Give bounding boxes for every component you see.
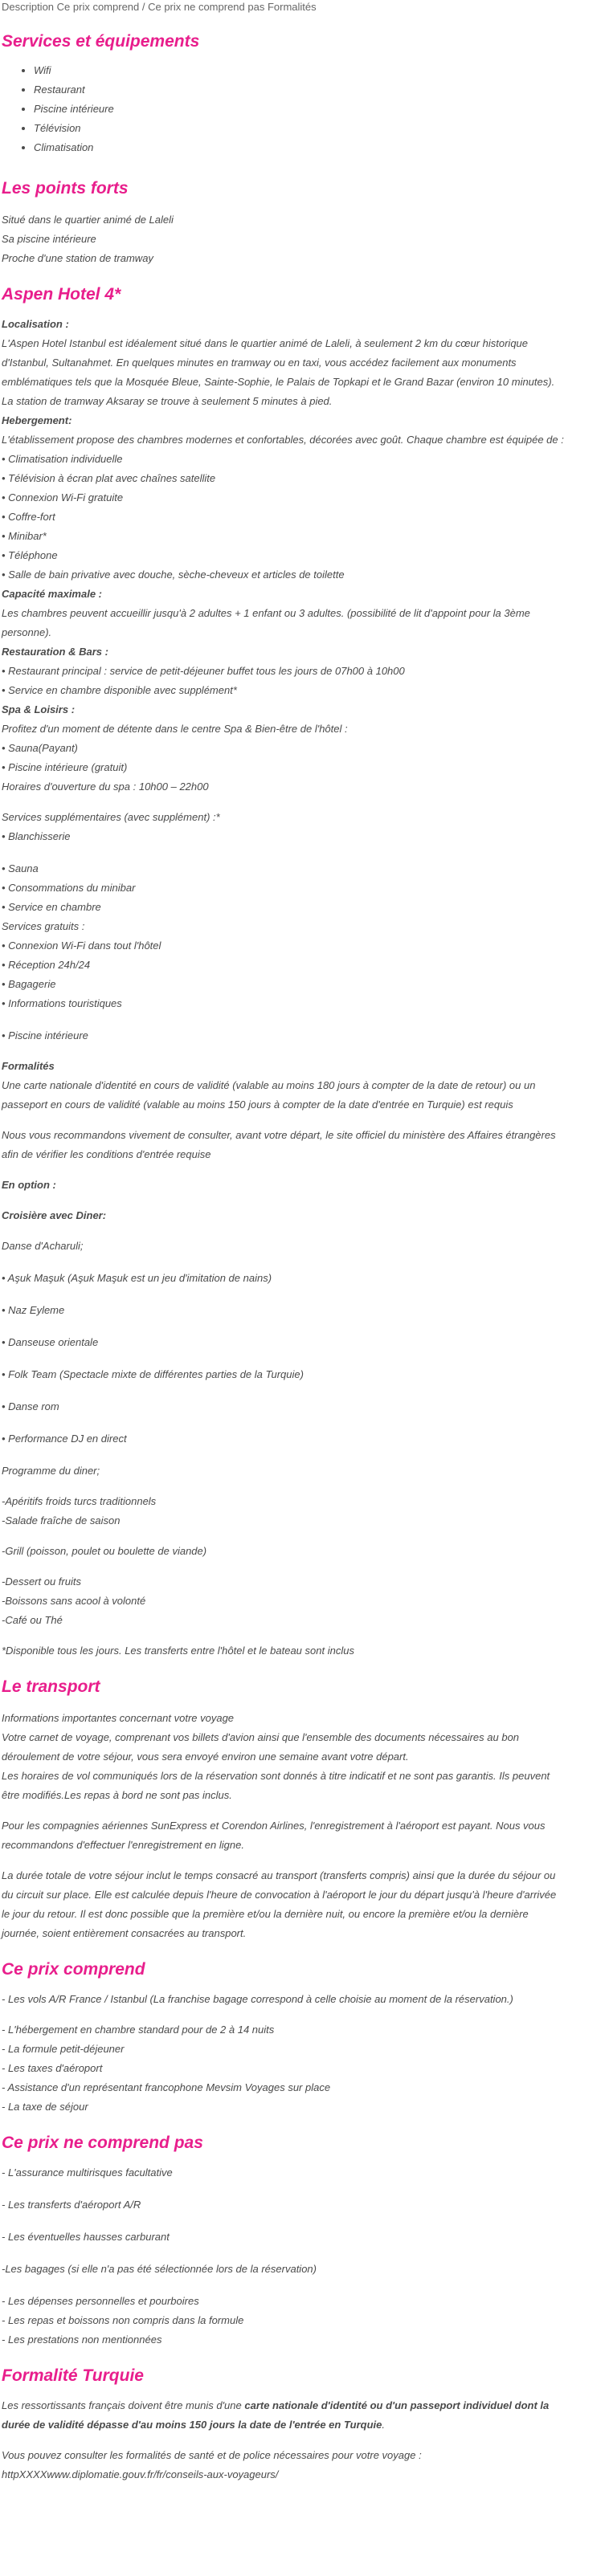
services-title: Services et équipements bbox=[2, 32, 200, 51]
ne-comprend-line: -Les bagages (si elle n'a pas été sélectionnée lors de la réservation) bbox=[2, 2263, 317, 2275]
show-item: • Folk Team (Spectacle mixte de différentes parties de la Turquie) bbox=[2, 1368, 304, 1380]
points-forts-line: Sa piscine intérieure bbox=[2, 233, 96, 245]
gratuit-line: • Connexion Wi-Fi dans tout l'hôtel bbox=[2, 940, 161, 952]
localisation-line: La station de tramway Aksaray se trouve à seulement 5 minutes à pied. bbox=[2, 395, 333, 407]
menu-item: -Apéritifs froids turcs traditionnels bbox=[2, 1495, 157, 1507]
formalites-line: passeport en cours de validité (valable au moins 150 jours à compter de la date d'entrée en Turquie) est requis bbox=[2, 1098, 513, 1111]
restauration-label: Restauration & Bars : bbox=[2, 646, 108, 658]
transport-line: Pour les compagnies aériennes SunExpress et Corendon Airlines, l'enregistrement à l'aéroport est payant. Nous vous bbox=[2, 1820, 546, 1832]
ne-comprend-line: - Les repas et boissons non compris dans la formule bbox=[2, 2314, 244, 2326]
menu-item: -Boissons sans acool à volonté bbox=[2, 1595, 146, 1607]
programme-line: Programme du diner; bbox=[2, 1465, 100, 1477]
show-item: • Danseuse orientale bbox=[2, 1336, 99, 1348]
diplomatie-link[interactable]: httpXXXXwww.diplomatie.gouv.fr/fr/conseils-aux-voyageurs/ bbox=[2, 2468, 279, 2480]
transport-line: Les horaires de vol communiqués lors de la réservation sont donnés à titre indicatif et ne sont pas garantis. Ils peuvent bbox=[2, 1770, 550, 1782]
localisation-line: emblématiques tels que la Mosquée Bleue, Sainte-Sophie, le Palais de Topkapi et le Grand Bazar (environ 10 minutes). bbox=[2, 376, 555, 388]
gratuit-line: • Réception 24h/24 bbox=[2, 959, 91, 971]
hebergement-line: • Climatisation individuelle bbox=[2, 453, 123, 465]
formalite-paragraph bbox=[2, 2396, 598, 2415]
ne-comprend-line: - L'assurance multirisques facultative bbox=[2, 2166, 173, 2179]
gratuit-line: • Bagagerie bbox=[2, 978, 56, 990]
option-label: En option : bbox=[2, 1179, 56, 1191]
points-forts-line: Proche d'une station de tramway bbox=[2, 252, 153, 264]
comprend-line: - La taxe de séjour bbox=[2, 2101, 88, 2113]
tab-prix[interactable]: Ce prix comprend / Ce prix ne comprend pas bbox=[56, 1, 265, 13]
hotel-title: Aspen Hotel 4* bbox=[2, 285, 121, 304]
supplement-line: • Consommations du minibar bbox=[2, 882, 136, 894]
spa-label: Spa & Loisirs : bbox=[2, 703, 76, 715]
formalite-bold-text: carte nationale d'identité ou d'un passeport individuel dont la bbox=[244, 2399, 550, 2411]
spa-line: Profitez d'un moment de détente dans le centre Spa & Bien-être de l'hôtel : bbox=[2, 723, 348, 735]
comprend-line: - La formule petit-déjeuner bbox=[2, 2043, 125, 2055]
service-item: • Piscine intérieure bbox=[34, 102, 598, 116]
localisation-label: Localisation : bbox=[2, 318, 69, 330]
hebergement-line: • Salle de bain privative avec douche, sèche-cheveux et articles de toilette bbox=[2, 569, 345, 581]
localisation-line: d'Istanbul, Sultanahmet. En quelques minutes en tramway ou en taxi, vous accédez facilement aux monuments bbox=[2, 357, 517, 369]
formalites-label: Formalités bbox=[2, 1060, 55, 1072]
show-item: • Naz Eyleme bbox=[2, 1304, 65, 1316]
croisiere-label: Croisière avec Diner: bbox=[2, 1209, 107, 1221]
ne-comprend-line: - Les éventuelles hausses carburant bbox=[2, 2231, 170, 2243]
capacite-line: personne). bbox=[2, 626, 52, 638]
comprend-line: - Assistance d'un représentant francophone Mevsim Voyages sur place bbox=[2, 2081, 331, 2093]
spa-line: Horaires d'ouverture du spa : 10h00 – 22h00 bbox=[2, 781, 209, 793]
transport-line: journée, soient entièrement consacrées au transport. bbox=[2, 1927, 247, 1939]
ne-comprend-line: - Les transferts d'aéroport A/R bbox=[2, 2199, 141, 2211]
gratuits-label: Services gratuits : bbox=[2, 920, 85, 932]
transport-line: le jour du retour. Il est donc possible que la première et/ou la dernière nuit, ou encore la première et/ou la dernière bbox=[2, 1908, 529, 1920]
transport-title: Le transport bbox=[2, 1677, 100, 1696]
supplement-line: • Sauna bbox=[2, 862, 39, 874]
show-item: • Danse rom bbox=[2, 1400, 59, 1412]
show-item: • Performance DJ en direct bbox=[2, 1433, 127, 1445]
transport-line: être modifiés.Les repas à bord ne sont pas inclus. bbox=[2, 1789, 232, 1801]
tab-formalites[interactable]: Formalités bbox=[267, 1, 317, 13]
supplement-line: • Blanchisserie bbox=[2, 830, 71, 842]
transport-line: déroulement de votre séjour, vous sera envoyé environ une semaine avant votre départ. bbox=[2, 1751, 409, 1763]
formalite-paragraph-cont bbox=[2, 2415, 598, 2435]
hebergement-line: L'établissement propose des chambres modernes et confortables, décorées avec goût. Chaque chambre est équipée de : bbox=[2, 434, 564, 446]
spa-line: • Sauna(Payant) bbox=[2, 742, 78, 754]
comprend-line: - Les taxes d'aéroport bbox=[2, 2062, 103, 2074]
menu-item: -Salade fraîche de saison bbox=[2, 1514, 121, 1526]
localisation-line: L'Aspen Hotel Istanbul est idéalement situé dans le quartier animé de Laleli, à seulement 2 km du cœur historique bbox=[2, 337, 529, 349]
spa-line: • Piscine intérieure (gratuit) bbox=[2, 761, 128, 773]
formalite-consult: Vous pouvez consulter les formalités de santé et de police nécessaires pour votre voyage : bbox=[2, 2449, 422, 2461]
supplement-line: • Service en chambre bbox=[2, 901, 101, 913]
restauration-line: • Service en chambre disponible avec supplément* bbox=[2, 684, 237, 696]
formalite-text: . bbox=[382, 2419, 386, 2431]
comprend-line: - Les vols A/R France / Istanbul (La franchise bagage correspond à celle choisie au moment de la réservation.) bbox=[2, 1993, 513, 2005]
restauration-line: • Restaurant principal : service de petit-déjeuner buffet tous les jours de 07h00 à 10h00 bbox=[2, 665, 405, 677]
service-item: • Restaurant bbox=[34, 83, 598, 96]
service-item: • Climatisation bbox=[34, 141, 598, 154]
transport-line: Informations importantes concernant votre voyage bbox=[2, 1712, 235, 1724]
service-item: • Wifi bbox=[34, 63, 598, 77]
service-item: • Télévision bbox=[34, 121, 598, 135]
transport-line: recommandons d'effectuer l'enregistrement en ligne. bbox=[2, 1839, 244, 1851]
gratuit-line: • Informations touristiques bbox=[2, 997, 122, 1009]
hebergement-line: • Télévision à écran plat avec chaînes satellite bbox=[2, 472, 216, 484]
formalites-line: Une carte nationale d'identité en cours de validité (valable au moins 180 jours à compter de la date de retour) ou un bbox=[2, 1079, 536, 1091]
danse-line: Danse d'Acharuli; bbox=[2, 1240, 84, 1252]
ne-comprend-line: - Les dépenses personnelles et pourboires bbox=[2, 2295, 199, 2307]
transport-line: La durée totale de votre séjour inclut le temps consacré au transport (transferts compris) ainsi que la durée du séjour ou bbox=[2, 1869, 556, 1881]
menu-item: -Dessert ou fruits bbox=[2, 1575, 81, 1588]
tab-bar bbox=[2, 0, 598, 15]
supplement-line: Services supplémentaires (avec supplément) :* bbox=[2, 811, 220, 823]
gratuit-line: • Piscine intérieure bbox=[2, 1029, 88, 1041]
transport-line: du circuit sur place. Elle est calculée depuis l'heure de convocation à l'aéroport le jour du départ jusqu'à l'heure d'arrivée bbox=[2, 1889, 557, 1901]
capacite-label: Capacité maximale : bbox=[2, 588, 103, 600]
formalite-bold-text: durée de validité dépasse d'au moins 150 jours la date de l'entrée en Turquie bbox=[2, 2419, 382, 2431]
recommandation-line: afin de vérifier les conditions d'entrée requise bbox=[2, 1148, 211, 1160]
transport-line: Votre carnet de voyage, comprenant vos billets d'avion ainsi que l'ensemble des documents nécessaires au bon bbox=[2, 1731, 520, 1743]
ne-comprend-title: Ce prix ne comprend pas bbox=[2, 2134, 203, 2152]
show-item: • Aşuk Maşuk (Aşuk Maşuk est un jeu d'imitation de nains) bbox=[2, 1272, 272, 1284]
hebergement-line: • Téléphone bbox=[2, 549, 58, 561]
menu-item: -Café ou Thé bbox=[2, 1614, 63, 1626]
hebergement-label: Hebergement: bbox=[2, 414, 72, 426]
services-list bbox=[2, 63, 598, 154]
tab-description[interactable]: Description bbox=[2, 1, 55, 13]
capacite-line: Les chambres peuvent accueillir jusqu'à 2 adultes + 1 enfant ou 3 adultes. (possibilité de lit d'appoint pour la 3ème bbox=[2, 607, 530, 619]
points-forts-line: Situé dans le quartier animé de Laleli bbox=[2, 214, 174, 226]
recommandation-line: Nous vous recommandons vivement de consulter, avant votre départ, le site officiel du ministère des Affaires étrangères bbox=[2, 1129, 556, 1141]
hebergement-line: • Minibar* bbox=[2, 530, 47, 542]
hebergement-line: • Connexion Wi-Fi gratuite bbox=[2, 491, 124, 503]
comprend-title: Ce prix comprend bbox=[2, 1960, 145, 1979]
menu-item: -Grill (poisson, poulet ou boulette de viande) bbox=[2, 1545, 207, 1557]
ne-comprend-line: - Les prestations non mentionnées bbox=[2, 2333, 162, 2346]
formalite-title: Formalité Turquie bbox=[2, 2366, 144, 2385]
formalite-text: Les ressortissants français doivent être munis d'une bbox=[2, 2399, 245, 2411]
points-forts-title: Les points forts bbox=[2, 179, 129, 198]
hebergement-line: • Coffre-fort bbox=[2, 511, 55, 523]
disponible-note: *Disponible tous les jours. Les transferts entre l'hôtel et le bateau sont inclus bbox=[2, 1645, 354, 1657]
comprend-line: - L'hébergement en chambre standard pour de 2 à 14 nuits bbox=[2, 2024, 275, 2036]
